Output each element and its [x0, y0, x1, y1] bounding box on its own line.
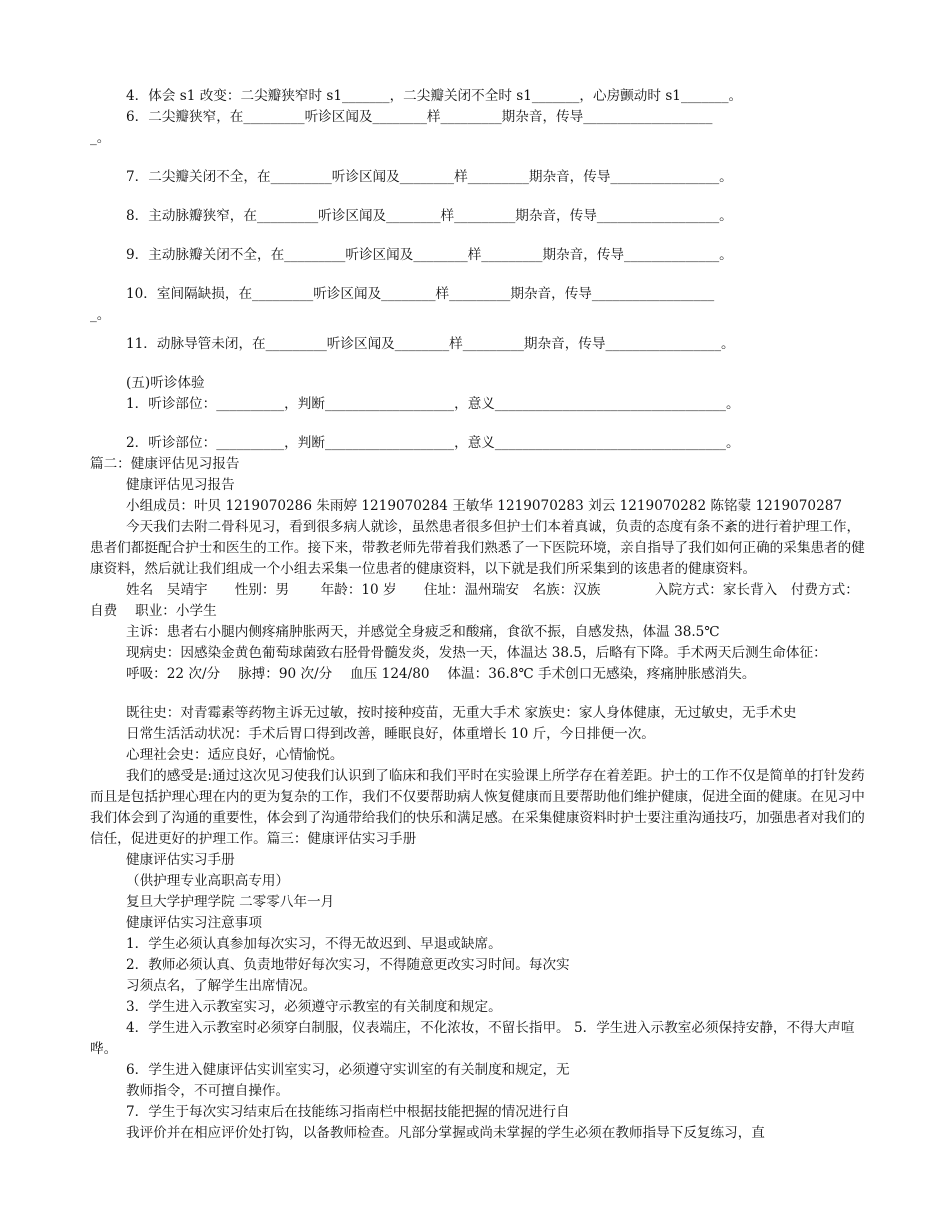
rule-3: 3．学生进入示教室实习，必须遵守示教室的有关制度和规定。	[126, 999, 502, 1015]
group-members: 小组成员：叶贝 1219070286 朱雨婷 1219070284 王敏华 1219070283 刘云 1219070282 陈铭蒙 1219070287	[126, 498, 843, 514]
manual-subtitle: （供护理专业高职高专用）	[126, 873, 290, 889]
vital-signs: 呼吸：22 次/分 脉搏：90 次/分 血压 124/80 体温：36.8℃ 手术创口无感染，疼痛肿胀感消失。	[126, 666, 756, 682]
patient-info: 姓名 吴靖宇 性别：男 年龄：10 岁 住址：温州瑞安 名族：汉族 入院方式：家长背入 付费方式：自费 职业：小学生	[90, 582, 859, 619]
present-illness: 现病史：因感染金黄色葡萄球菌致右胫骨骨髓发炎，发热一天，体温达 38.5，后略有下降。手术两天后测生命体征：	[126, 645, 827, 661]
question-6: 6．二尖瓣狭窄，在_________听诊区闻及________样_________期杂音，传导___________________	[126, 109, 713, 125]
question-10-tail: _。	[90, 307, 111, 323]
experience-1: 1．听诊部位：__________，判断___________________，意义__________________________________。	[126, 396, 740, 412]
rule-2-cont: 习须点名，了解学生出席情况。	[126, 978, 317, 994]
rule-7: 7．学生于每次实习结束后在技能练习指南栏中根据技能把握的情况进行自	[126, 1104, 570, 1120]
question-9: 9．主动脉瓣关闭不全，在_________听诊区闻及________样_________期杂音，传导______________。	[126, 247, 733, 263]
rule-1: 1．学生必须认真参加每次实习，不得无故迟到、早退或缺席。	[126, 936, 502, 952]
question-10: 10．室间隔缺损，在_________听诊区闻及________样_________期杂音，传导__________________	[126, 286, 715, 302]
rule-2: 2．教师必须认真、负责地带好每次实习，不得随意更改实习时间。每次实	[126, 957, 570, 973]
question-4: 4．体会 s1 改变：二尖瓣狭窄时 s1_______，二尖瓣关闭不全时 s1_______，心房颤动时 s1_______。	[126, 88, 743, 104]
question-8: 8．主动脉瓣狭窄，在_________听诊区闻及________样_________期杂音，传导__________________。	[126, 208, 733, 224]
manual-publisher: 复旦大学护理学院 二零零八年一月	[126, 894, 335, 910]
daily-activities: 日常生活活动状况：手术后胃口得到改善，睡眠良好，体重增长 10 斤，今日排便一次。	[126, 726, 655, 742]
report-title: 健康评估见习报告	[126, 477, 235, 493]
question-7: 7．二尖瓣关闭不全，在_________听诊区闻及________样_________期杂音，传导________________。	[126, 169, 733, 185]
notes-title: 健康评估实习注意事项	[126, 915, 262, 931]
manual-title: 健康评估实习手册	[126, 852, 235, 868]
section-heading: (五)听诊体验	[126, 375, 205, 391]
psychosocial-history: 心理社会史：适应良好，心情愉悦。	[126, 747, 344, 763]
chief-complaint: 主诉：患者右小腿内侧疼痛肿胀两天，并感觉全身疲乏和酸痛，食欲不振，自感发热，体温 38.5℃	[126, 624, 720, 640]
question-6-tail: _。	[90, 130, 111, 146]
rule-6-cont: 教师指令，不可擅自操作。	[126, 1083, 290, 1099]
rule-4-5: 4．学生进入示教室时必须穿白制服，仪表端庄，不化浓妆，不留长指甲。 5．学生进入示教室必须保持安静，不得大声喧哗。	[90, 1020, 855, 1057]
experience-2: 2．听诊部位：__________，判断___________________，意义__________________________________。	[126, 435, 740, 451]
part2-title: 篇二：健康评估见习报告	[90, 456, 240, 472]
question-11: 11．动脉导管未闭，在_________听诊区闻及________样_________期杂音，传导_________________。	[126, 336, 735, 352]
rule-7-cont: 我评价并在相应评价处打钩，以备教师检查。凡部分掌握或尚未掌握的学生必须在教师指导下反复练习，直	[126, 1125, 765, 1141]
past-history: 既往史：对青霉素等药物主诉无过敏，按时接种疫苗，无重大手术 家族史：家人身体健康，无过敏史，无手术史	[126, 705, 797, 721]
document-page	[90, 86, 866, 1144]
report-feelings: 我们的感受是:通过这次见习使我们认识到了临床和我们平时在实验课上所学存在着差距。护士的工作不仅是简单的打针发药而且是包括护理心理在内的更为复杂的工作，我们不仅要帮助病人恢复健康而且要帮助他们维护健康，促进全面的健康。在见习中我们体会到了沟通的重要性，体会到了沟通带给我们的快乐和满足感。在采集健康资料时护士要注重沟通技巧，加强患者对我们的信任，促进更好的护理工作。篇三：健康评估实习手册	[90, 768, 865, 847]
rule-6: 6．学生进入健康评估实训室实习，必须遵守实训室的有关制度和规定，无	[126, 1062, 570, 1078]
report-intro: 今天我们去附二骨科见习，看到很多病人就诊，虽然患者很多但护士们本着真诚，负责的态度有条不紊的进行着护理工作，患者们都挺配合护士和医生的工作。接下来，带教老师先带着我们熟悉了一下医院环境，亲自指导了我们如何正确的采集患者的健康资料，然后就让我们组成一个小组去采集一位患者的健康资料，以下就是我们所采集到的该患者的健康资料。	[90, 519, 865, 577]
